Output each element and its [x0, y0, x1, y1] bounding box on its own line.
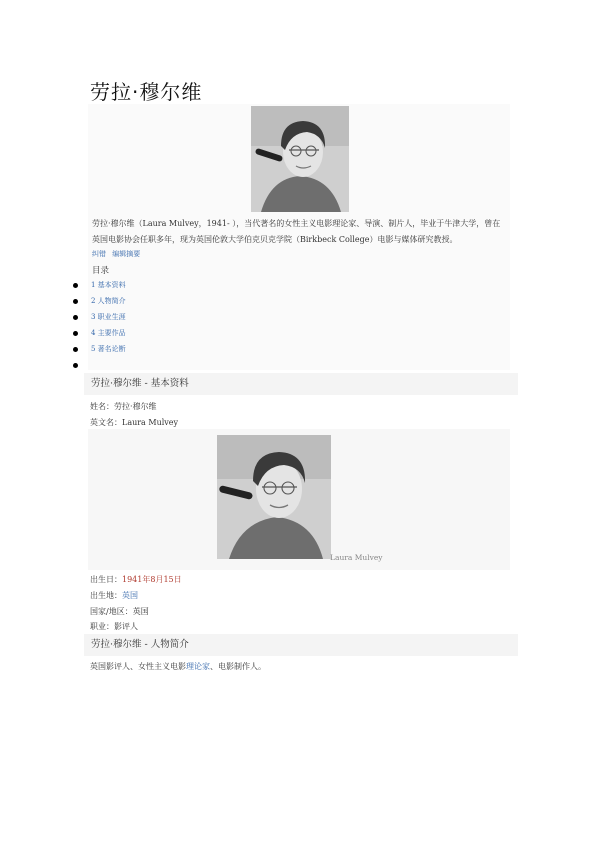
intro-text: 劳拉·穆尔维（Laura Mulvey，1941- ），当代著名的女性主义电影理论家、导演、制片人，毕业于牛津大学，曾在英国电影协会任职多年，现为英国伦敦大学伯克贝克学院（Birkbeck College）电影与媒体研究教授。: [92, 219, 501, 244]
bullet-icon: [73, 331, 78, 336]
bio-text: [90, 661, 266, 672]
image-panel: [88, 429, 510, 570]
bio-part-2: 、电影制作人。: [210, 662, 266, 671]
job-row: [90, 621, 138, 632]
birth-value: 1941年8月15日: [122, 575, 182, 584]
name-label: 姓名：: [90, 402, 114, 411]
image-caption: Laura Mulvey: [330, 553, 383, 562]
english-name-row: [90, 417, 178, 428]
birthplace-link[interactable]: 英国: [122, 591, 138, 600]
bullet-icon: [73, 283, 78, 288]
toc-title: 目录: [92, 266, 110, 276]
toc-link-basic-info[interactable]: 1 基本资料: [91, 281, 126, 289]
section-header-profile: 劳拉·穆尔维 - 人物简介: [84, 634, 518, 656]
toc-link-statements[interactable]: 5 著名论断: [91, 345, 126, 353]
section-header-basic: 劳拉·穆尔维 - 基本资料: [84, 373, 518, 395]
portrait-photo-large: [217, 435, 331, 559]
portrait-photo: [251, 106, 349, 212]
country-value: 英国: [132, 607, 149, 616]
intro-panel: [88, 104, 510, 370]
bullet-icon: [73, 299, 78, 304]
name-value: 劳拉·穆尔维: [114, 402, 157, 411]
birthplace-label: 出生地：: [90, 591, 122, 600]
edit-summary-link[interactable]: 编辑摘要: [112, 250, 141, 258]
country-label: 国家/地区：: [90, 607, 133, 616]
english-name-value: Laura Mulvey: [122, 418, 179, 427]
toc-link-career[interactable]: 3 职业生涯: [91, 313, 126, 321]
birth-row: [90, 574, 182, 585]
intro-links: [92, 249, 144, 259]
birthplace-row: [90, 590, 138, 601]
bullet-icon: [73, 315, 78, 320]
name-row: [90, 401, 157, 412]
job-value: 影评人: [114, 622, 138, 631]
toc-link-works[interactable]: 4 主要作品: [91, 329, 126, 337]
job-label: 职业：: [90, 622, 114, 631]
bio-part-1: 英国影评人、女性主义电影: [90, 662, 186, 671]
theorist-link[interactable]: 理论家: [186, 662, 210, 671]
english-name-label: 英文名：: [90, 418, 122, 427]
bullet-icon: [73, 347, 78, 352]
toc-link-profile[interactable]: 2 人物简介: [91, 297, 126, 305]
bullet-icon: [73, 363, 78, 368]
country-row: [90, 606, 149, 617]
page-title: 劳拉·穆尔维: [90, 80, 203, 104]
report-error-link[interactable]: 纠错: [92, 250, 106, 258]
birth-label: 出生日：: [90, 575, 122, 584]
